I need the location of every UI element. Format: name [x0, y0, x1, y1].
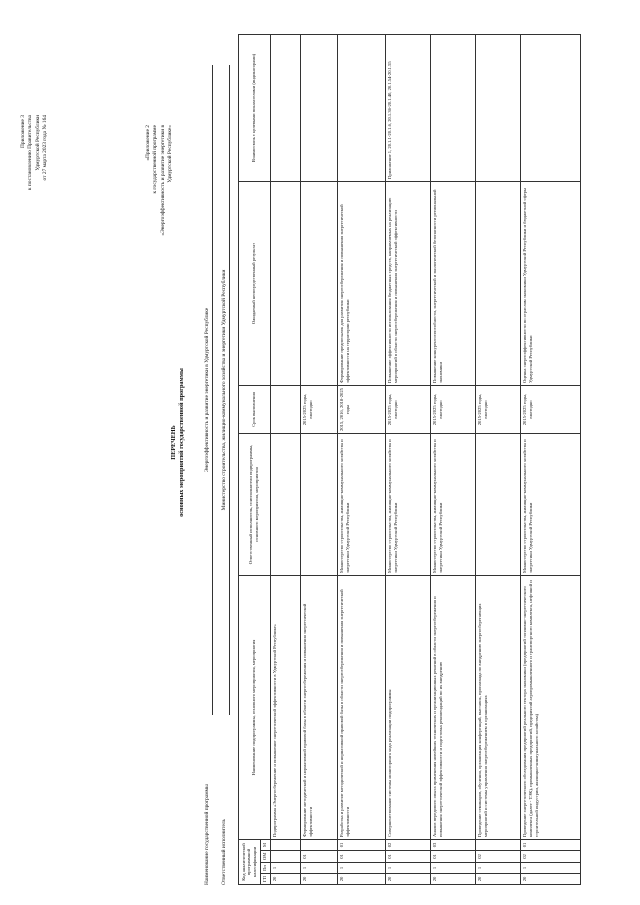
table-row — [520, 35, 580, 885]
cell-m — [270, 840, 300, 851]
cell-om: 01 — [430, 851, 475, 863]
header-code: Код аналитической программной классификации — [239, 840, 261, 885]
cell-pp: 1 — [475, 863, 520, 874]
header-m: М — [260, 840, 270, 851]
cell-name: Проведение семинаров, обучения, организация конференций, выставок, пропаганда по внедрению энергосберегающих мероприятий и системы управления энергосбережением в организациях — [475, 576, 520, 840]
cell-link — [475, 35, 520, 182]
header-executor: Ответственный исполнитель, соисполнители подпрограммы, основного мероприятия, мероприятия — [239, 434, 271, 576]
cell-link — [520, 35, 580, 182]
program-label: Наименование государственной программы — [204, 784, 210, 885]
cell-result — [270, 182, 300, 386]
cell-term: 2015-2025 годы, ежегодно — [430, 386, 475, 434]
cell-link: Приложение 1, 20.1.1-20.1.6, 20.1.36-20.1.40, 20.1.54-20.1.55 — [385, 35, 430, 182]
cell-name: Анализ передового опыта применения новейших технических и организационных решений в области энергосбережения и повышения энергетической эффективности и подготовка рекомендаций по их внедрению — [430, 576, 475, 840]
cell-executor: Министерство строительства, жилищно-коммунального хозяйства и энергетики Удмуртской Республики — [520, 434, 580, 576]
header-om: ОМ — [260, 851, 270, 863]
cell-result: Повышение конкурентоспособности, энергетической и экологической безопасности региональной экономики — [430, 182, 475, 386]
cell-m: 03 — [430, 840, 475, 851]
appendix-line: от 27 марта 2023 года № 164 — [41, 115, 48, 181]
cell-om: 02 — [475, 851, 520, 863]
cell-pp: 1 — [430, 863, 475, 874]
cell-gp: 20 — [430, 874, 475, 885]
cell-name: Формирование методической и нормативной правовой базы в области энергосбережения и повышения энергетической эффективности — [300, 576, 337, 840]
program-name-row — [204, 307, 210, 885]
appendix-line: к постановлению Правительства — [27, 115, 34, 191]
executor-value: Министерство строительства, жилищно-коммунального хозяйства и энергетики Удмуртской Республики — [221, 269, 227, 511]
cell-om — [270, 851, 300, 863]
header-link: Взаимосвязь с целевыми показателями (индикаторами) — [239, 35, 271, 182]
cell-pp: 1 — [385, 863, 430, 874]
cell-term: 2015-2025 годы, ежегодно — [475, 386, 520, 434]
cell-m: 01 — [337, 840, 385, 851]
cell-m — [475, 840, 520, 851]
cell-executor: Министерство строительства, жилищно-коммунального хозяйства и энергетики Удмуртской Республики — [385, 434, 430, 576]
cell-pp: 1 — [300, 863, 337, 874]
cell-link — [300, 35, 337, 182]
cell-pp: 1 — [337, 863, 385, 874]
cell-term: 2015, 2016, 2018-2025 годы — [337, 386, 385, 434]
table-row — [270, 35, 300, 885]
cell-link — [430, 35, 475, 182]
cell-om: 01 — [385, 851, 430, 863]
title-main: ПЕРЕЧЕНЬ — [170, 425, 177, 460]
appendix-line: Удмуртской Республики — [34, 115, 41, 171]
header-term: Срок выполнения — [239, 386, 271, 434]
cell-executor — [300, 434, 337, 576]
table-row — [385, 35, 430, 885]
cell-gp: 20 — [300, 874, 337, 885]
executor-row — [221, 269, 227, 885]
cell-gp: 20 — [337, 874, 385, 885]
header-pp: Пп — [260, 863, 270, 874]
header-result: Ожидаемый непосредственный результат — [239, 182, 271, 386]
cell-gp: 20 — [520, 874, 580, 885]
cell-m — [300, 840, 337, 851]
cell-gp: 20 — [270, 874, 300, 885]
cell-link — [337, 35, 385, 182]
cell-gp: 20 — [385, 874, 430, 885]
cell-name: Разработка и развитие методической и нормативной правовой базы в области энергосбережения и повышения энергетической эффективности — [337, 576, 385, 840]
cell-term: 2015-2025 годы, ежегодно — [385, 386, 430, 434]
table-row — [337, 35, 385, 885]
cell-result: Повышение эффективности использования бюджетных средств, направляемых на реализацию мероприятий в области энергосбережения и повышения энергетической эффективности — [385, 182, 430, 386]
cell-om: 02 — [520, 851, 580, 863]
cell-executor — [475, 434, 520, 576]
cell-om: 01 — [337, 851, 385, 863]
table-row — [475, 35, 520, 885]
cell-m: 02 — [385, 840, 430, 851]
cell-gp: 20 — [475, 874, 520, 885]
cell-result — [475, 182, 520, 386]
cell-term — [270, 386, 300, 434]
cell-om: 01 — [300, 851, 337, 863]
cell-term: 2015-2025 годы, ежегодно — [300, 386, 337, 434]
underline — [229, 65, 230, 715]
cell-result: Оценка энергоэффективности по отраслям экономики Удмуртской Республики и бюджетной сферы Удмуртской Республики — [520, 182, 580, 386]
cell-name: Проведение энергетического обследования предприятий реального сектора экономики (предприятий топливно-энергетического комплекса (далее - ТЭК), промышленных предприятий, предприятий агропромышленного и транспортного комплекса, нефтяной и строительной индустрии, жилищно-коммунального хозяйства) — [520, 576, 580, 840]
cell-link — [270, 35, 300, 182]
cell-name: Подпрограмма «Энергосбережение и повышение энергетической эффективности в Удмуртской Республике» — [270, 576, 300, 840]
cell-result — [300, 182, 337, 386]
header-gp: ГП — [260, 874, 270, 885]
underline — [212, 65, 213, 715]
appendix2-line: «Энергоэффективность и развитие энергетики в — [159, 125, 166, 236]
appendix-note — [20, 115, 49, 265]
appendix2-line: «Приложение 2 — [145, 125, 151, 161]
program-value: Энергоэффективность и развитие энергетики в Удмуртской Республике — [204, 307, 210, 473]
title-sub: основных мероприятий государственной программы — [178, 368, 186, 517]
table-row — [300, 35, 337, 885]
cell-executor — [270, 434, 300, 576]
executor-label: Ответственный исполнитель — [221, 819, 227, 885]
appendix2-line: Удмуртской Республике» — [166, 125, 173, 183]
cell-executor: Министерство строительства, жилищно-коммунального хозяйства и энергетики Удмуртской Республики — [430, 434, 475, 576]
cell-m: 01 — [520, 840, 580, 851]
appendix-line: Приложение 3 — [20, 115, 26, 148]
cell-executor: Министерство строительства, жилищно-коммунального хозяйства и энергетики Удмуртской Республики — [337, 434, 385, 576]
cell-name: Совершенствование системы мониторинга хода реализации подпрограммы — [385, 576, 430, 840]
cell-pp: 1 — [520, 863, 580, 874]
cell-result: Формирование предпосылок для развития энергосбережения и повышения энергетической эффективности на территории республики — [337, 182, 385, 386]
cell-pp: 1 — [270, 863, 300, 874]
table-row — [430, 35, 475, 885]
cell-term: 2015-2025 годы, ежегодно — [520, 386, 580, 434]
header-name: Наименование подпрограммы, основного мероприятия, мероприятия — [239, 576, 271, 840]
appendix2-line: к государственной программе — [152, 125, 159, 194]
document-title — [170, 0, 187, 885]
measures-table — [238, 34, 581, 885]
